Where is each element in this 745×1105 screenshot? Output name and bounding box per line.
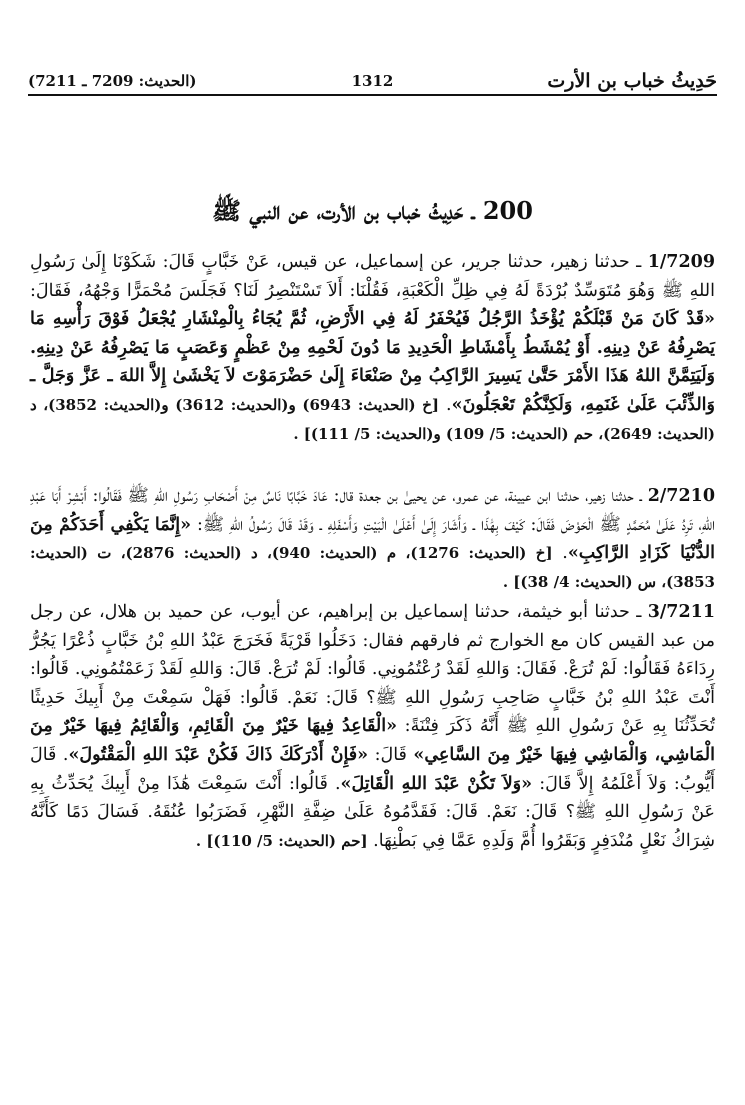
hadith-tail: . xyxy=(562,543,568,564)
hadith-middle-2: . قَالَ أَيُّوبُ: وَلاَ أَعْلَمُهُ إِلاَّ قَالَ: xyxy=(30,744,716,794)
hadith-number: 1/7209 xyxy=(647,252,715,272)
prophetic-saying: «قَدْ كَانَ مَنْ قَبْلَكُمْ يُؤْخَذُ الرَّجُلُ فَيُحْفَرُ لَهُ فِي الأَرْضِ، ثُمَّ يُجَاءُ بِالْمِنْشَارِ يُجْعَلُ فَوْقَ رَأْسِهِ مَا يَصْرِفُهُ عَنْ دِينِهِ. أَوْ يُمْشَطُ بِأَمْشَاطِ الْحَدِيدِ مَا دُونَ لَحْمِهِ مِنْ عَظْمٍ وَعَصَبٍ مَا يَصْرِفُهُ عَنْ دِينِهِ. وَلَيَتِمَّنَّ اللهُ هَذَا الأَمْرَ حَتَّىٰ يَسِيرَ الرَّاكِبُ مِنْ صَنْعَاءَ إِلَىٰ حَضْرَمَوْتَ لاَ يَخْشَىٰ إِلاَّ اللهَ ـ عَزَّ وَجَلَّ ـ وَالذِّئْبَ عَلَىٰ غَنَمِهِ، وَلَكِنَّكُمْ تَعْجَلُونَ» xyxy=(30,309,715,415)
hadith-7209 xyxy=(30,248,715,448)
hadith-tail: . xyxy=(445,394,452,415)
hadith-tail: . قَالُوا: أَنْتَ سَمِعْتَ هَٰذَا مِنْ أَبِيكَ يُحَدِّثُ بِهِ عَنْ رَسُولِ اللهِ ﷺ؟ قَالَ: نَعَمْ. قَالَ: فَقَدَّمُوهُ عَلَىٰ ضِفَّةِ النَّهْرِ، فَضَرَبُوا عُنُقَهُ. فَسَالَ دَمًا كَأَنَّهُ شِرَاكُ نَعْلٍ مُنْدَفِرٍ وَبَقَرُوا أُمَّ وَلَدِهِ عَمَّا فِي بَطْنِهَا. xyxy=(30,773,715,851)
prophetic-saying: «إِنَّمَا يَكْفِي أَحَدَكُمْ مِنَ الدُّنْيَا كَزَادِ الرَّاكِبِ» xyxy=(30,514,715,564)
hadith-isnad: ـ حدثنا زهير، حدثنا جرير، عن إسماعيل، عن قيس، عَنْ خَبَّابٍ قَالَ: شَكَوْنَا إِلَىٰ رَسُولِ اللهِ ﷺ وَهُوَ مُتَوَسِّدٌ بُرْدَةً لَهُ فِي ظِلِّ الْكَعْبَةِ، فَقُلْنَا: أَلاَ تَسْتَنْصِرُ لَنَا؟ فَجَلَسَ مُحْمَرًّا وَجْهُهُ، فَقَالَ: xyxy=(30,252,715,301)
running-title: حَدِيثُ خباب بن الأرت xyxy=(547,70,717,92)
hadith-7210 xyxy=(30,482,715,596)
hadith-middle: قَالَ: xyxy=(368,744,414,765)
hadith-references: [حم (الحديث: 5/ 110)] . xyxy=(195,831,368,850)
hadith-7211 xyxy=(30,598,715,855)
page-number: 1312 xyxy=(351,72,394,90)
header-rule xyxy=(28,94,717,96)
hadith-isnad: ـ حدثنا أبو خيثمة، حدثنا إسماعيل بن إبراهيم، عن أيوب، عن حميد بن هلال، عن رجل من عبد القيس كان مع الخوارج ثم فارقهم فقال: دَخَلُوا قَرْيَةً فَخَرَجَ عَبْدُ اللهِ بْنُ خَبَّابٍ ذُعْرًا يَجُرُّ رِدَاءَهُ فَقَالُوا: لَمْ تُرَعْ. فَقَالَ: وَاللهِ لَقَدْ رُعْتُمُونِي. قَالُوا: لَمْ تُرَعْ. قَالَ: وَاللهِ لَقَدْ زَعَمْتُمُونِي. قَالُوا: أَنْتَ عَبْدُ اللهِ بْنُ خَبَّابٍ صَاحِبِ رَسُولِ اللهِ ﷺ؟ قَالَ: نَعَمْ. قَالُوا: فَهَلْ سَمِعْتَ مِنْ أَبِيكَ حَدِيثًا تُحَدِّثُنَا بِهِ عَنْ رَسُولِ اللهِ ﷺ أَنَّهُ ذَكَرَ فِتْنَةً: xyxy=(30,602,715,737)
prophetic-saying-3: «وَلاَ تَكُنْ عَبْدَ اللهِ الْقَاتِلَ» xyxy=(340,773,533,794)
hadith-references: [خ (الحديث: 1276)، م (الحديث: 940)، د (الحديث: 2876)، ت (الحديث: 3853)، س (الحديث: 4/ 38)] . xyxy=(30,544,715,591)
hadith-number: 3/7211 xyxy=(647,602,715,622)
hadith-references: [خ (الحديث: 6943) و(الحديث: 3612) و(الحديث: 3852)، د (الحديث: 2649)، حم (الحديث: 5/ 109) و(الحديث: 5/ 111)] . xyxy=(30,395,715,443)
hadith-isnad: ـ حدثنا زهير، حدثنا ابن عيينة، عن عمرو، عن يحيىٰ بن جعدة قال: عَادَ خَبَّابًا نَاسٌ مِنْ أَصْحَابِ رَسُولِ اللهِ ﷺ فَقَالُوا: أَبْشِرْ أَبَا عَبْدِ اللهِ، تَرِدُ عَلَىٰ مُحَمَّدٍ ﷺ الْحَوْضَ فَقَالَ: كَيْفَ بِهَٰذَا ـ وَأَشَارَ إِلَىٰ أَعْلَىٰ الْبَيْتِ وَأَسْفَلِهِ ـ وَقَدْ قَالَ رَسُولُ اللهِ ﷺ: xyxy=(30,486,715,535)
hadith-range: (الحديث: 7209 ـ 7211) xyxy=(28,72,197,90)
page-header xyxy=(28,66,717,92)
chapter-title: 200 ـ حَدِيثُ خباب بن الأرت، عن النبي ﷺ xyxy=(212,196,533,225)
prophetic-saying-2: «فَإِنْ أَدْرَكَكَ ذَاكَ فَكُنْ عَبْدَ اللهِ الْمَقْتُولَ» xyxy=(68,744,369,765)
hadith-number: 2/7210 xyxy=(647,486,715,506)
prophetic-saying: «الْقَاعِدُ فِيهَا خَيْرٌ مِنَ الْقَائِمِ، وَالْقَائِمُ فِيهَا خَيْرٌ مِنَ الْمَاشِي، وَالْمَاشِي فِيهَا خَيْرٌ مِنَ السَّاعِي» xyxy=(30,716,715,765)
